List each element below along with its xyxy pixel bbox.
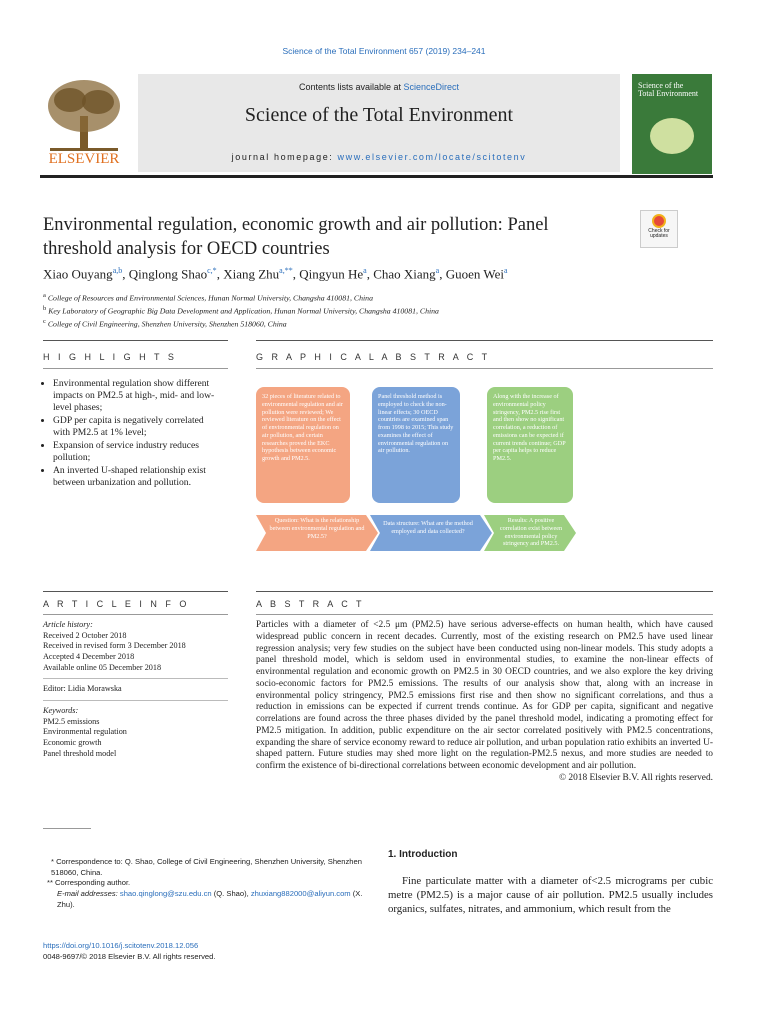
- affiliation-text: College of Resources and Environmental Sciences, Hunan Normal University, Changsha 410081, China: [45, 293, 373, 303]
- highlights-rule-2: [43, 368, 228, 369]
- highlights-list: [43, 378, 217, 490]
- doi-block: [43, 940, 215, 963]
- abstract-heading: A B S T R A C T: [256, 599, 365, 609]
- email-owner-shao: (Q. Shao),: [211, 888, 251, 898]
- issn-line: 0048-9697/© 2018 Elsevier B.V. All rights reserved.: [43, 952, 216, 962]
- author-name[interactable]: Qinglong Shao: [128, 266, 208, 282]
- article-info-heading: A R T I C L E I N F O: [43, 599, 190, 609]
- cover-title: [638, 82, 698, 99]
- results-box: [487, 387, 573, 503]
- title-line-1: Environmental regulation, economic growth and air pollution: Panel: [43, 215, 549, 235]
- highlight-item: • Environmental regulation show different impacts on PM2.5 at high-, mid- and low-level phases;: [53, 378, 217, 414]
- homepage-link[interactable]: www.elsevier.com/locate/scitotenv: [337, 152, 527, 162]
- author-affiliation-marker[interactable]: a: [363, 266, 367, 275]
- check-updates-label: Check for updates: [648, 228, 670, 239]
- cover-title-2: Total Environment: [638, 89, 699, 99]
- history-label: Article history:: [43, 620, 93, 629]
- footnotes: [43, 857, 366, 910]
- keyword: Economic growth: [43, 737, 102, 747]
- header-rule: [40, 175, 713, 178]
- method-box-text: Panel threshold method is employed to check the non-linear effects; 30 OECD countries are examined span from 1998 to 2015; This study examines the effect of environmental regulation on air pollution.: [378, 393, 454, 455]
- received-date: Received 2 October 2018: [43, 630, 127, 640]
- affiliation-text: Key Laboratory of Geographic Big Data Development and Application, Hunan Normal University, Changsha 410081, China: [46, 306, 439, 316]
- abstract-body: [256, 620, 713, 785]
- article-info: [43, 620, 228, 759]
- affiliation: [43, 304, 439, 317]
- results-box-text: Along with the increase of environmental policy stringency, PM2.5 rise first and then show no significant correlation, a reduction of emissions can be expected if current trends continue; GDP per capita helps to reduce PM2.5.: [493, 393, 566, 462]
- abstract-rule-2: [256, 614, 713, 615]
- highlight-item: • Expansion of service industry reduces pollution;: [53, 440, 217, 464]
- highlight-item: • An inverted U-shaped relationship exist between urbanization and pollution.: [53, 465, 217, 489]
- journal-reference[interactable]: Science of the Total Environment 657 (2019) 234–241: [282, 46, 486, 56]
- footnote-rule: [43, 828, 91, 829]
- sciencedirect-link[interactable]: ScienceDirect: [403, 82, 460, 92]
- cover-graphic: [650, 118, 694, 154]
- email-link-zhu[interactable]: zhuxiang882000@aliyun.com: [250, 888, 351, 898]
- article-title: [43, 213, 549, 261]
- highlights-rule: [43, 340, 228, 341]
- affiliation-marker: c: [43, 317, 46, 325]
- email-link-shao[interactable]: shao.qinglong@szu.edu.cn: [119, 888, 212, 898]
- email-owner-zhu: (X. Zhu).: [57, 888, 363, 909]
- author-name[interactable]: Guoen Wei: [445, 266, 505, 282]
- affiliation-list: [43, 291, 439, 330]
- intro-heading: 1. Introduction: [388, 849, 458, 860]
- affiliation: [43, 317, 439, 330]
- cover-title-1: Science of the: [638, 81, 684, 90]
- method-box: [372, 387, 460, 503]
- highlight-item: • GDP per capita is negatively correlated with PM2.5 at 1% level;: [53, 415, 217, 439]
- literature-box: [256, 387, 350, 503]
- journal-cover: [632, 74, 712, 174]
- graphical-abstract-rule-2: [256, 368, 713, 369]
- keywords-label: Keywords:: [43, 705, 79, 715]
- author-name[interactable]: Chao Xiang: [373, 266, 436, 282]
- check-updates-button[interactable]: [640, 210, 678, 248]
- email-line: [43, 889, 366, 910]
- article-info-rule-2: [43, 614, 228, 615]
- author-list: Xiao Ouyang$^{a,b}$, Qinglong Shao$^{c,*}$, Xiang Zhu$^{a,**}$, Qingyun He$^a$, Chao Xiang$^a$, Guoen Wei$^a$: [43, 266, 508, 282]
- highlights-heading: H I G H L I G H T S: [43, 352, 177, 362]
- affiliation-marker: a: [43, 292, 46, 299]
- abstract-text: Particles with a diameter of <2.5 μm (PM2.5) have serious adverse-effects on human health, which have caused widespread public concern in recent decades. Currently, most of the existing research on PM2.5 have used linear regression analysis; very few studies on the subject have been conducted using non-linear models. This study adopts a panel threshold model, which is seldom used in environmental studies, to examine the non-linear effects of environmental regulation and economic growth on PM2.5 in 30 OECD countries, and we also explore the key driving socio-economic factors for PM2.5 emissions. The results of our analysis show that, along with an increase in environmental policy stringency, PM2.5 emissions first rise and then show no significant correlations, and thus a reduction in emissions can be expected if current trends continue. As for GDP per capita, significant and negative correlations are found across the three phases divided by the panel threshold model, indicating a promoting effect for PM2.5 mitigation. In addition, public expenditure on the air sector correlated positively with PM2.5 concentrations, expanding the share of service economy reward to reduce air pollution, and urban population ratio exhibits an inverted U-shaped pattern. Future studies may shed more light on the regulation-PM2.5 nexus, and more studies are needed to confirm the existence of bi-directional correlations between economic development and air pollution.: [256, 620, 713, 771]
- author-affiliation-marker[interactable]: c,*: [207, 266, 217, 275]
- affiliation: [43, 291, 439, 304]
- homepage-prefix: journal homepage:: [231, 152, 338, 162]
- data-arrow-text: Data structure: What are the method employed and data collected?: [383, 520, 473, 535]
- affiliation-marker: b: [43, 304, 47, 312]
- author-affiliation-marker[interactable]: a: [504, 266, 508, 275]
- online-date: Available online 05 December 2018: [43, 662, 162, 672]
- question-arrow-text: Question: What is the relationship between environmental regulation and PM2.5?: [269, 517, 365, 540]
- journal-title: Science of the Total Environment: [244, 104, 514, 126]
- contents-line: [138, 82, 620, 92]
- author-affiliation-marker[interactable]: a,**: [279, 266, 293, 275]
- affiliation-text: College of Civil Engineering, Shenzhen University, Shenzhen 518060, China: [45, 319, 287, 329]
- info-divider-2: [43, 700, 228, 701]
- info-divider: [43, 678, 228, 679]
- results-arrow-text: Results: A positive correlation exist between environmental policy stringency and PM2.5.: [499, 517, 563, 548]
- keyword-list: [43, 717, 228, 760]
- graphical-abstract-heading: G R A P H I C A L A B S T R A C T: [256, 352, 491, 362]
- abstract-copyright: © 2018 Elsevier B.V. All rights reserved.: [558, 772, 713, 783]
- revised-date: Received in revised form 3 December 2018: [43, 641, 186, 651]
- corresponding-author-note: ** Corresponding author.: [47, 878, 131, 888]
- correspondence-note: * Correspondence to: Q. Shao, College of Civil Engineering, Shenzhen University, Shenzhen 518060, China.: [51, 857, 362, 877]
- author-name[interactable]: Xiang Zhu: [223, 266, 280, 282]
- crossmark-icon: [652, 214, 666, 228]
- editor: Editor: Lidia Morawska: [43, 684, 122, 694]
- keyword: Environmental regulation: [43, 727, 127, 737]
- email-label: E-mail addresses:: [57, 888, 120, 898]
- article-info-rule: [43, 591, 228, 592]
- author-name[interactable]: Xiao Ouyang: [43, 266, 113, 282]
- homepage-line: [138, 152, 620, 162]
- contents-prefix: Contents lists available at: [298, 82, 404, 92]
- graphical-abstract: [256, 387, 576, 557]
- header-banner: [138, 74, 620, 172]
- literature-box-text: 32 pieces of literature related to environmental regulation and air pollution were reviewed; We reviewed literature on the effect of environmental regulation on air pollution, and certain researches proved the EKC hypothesis between economic growth and PM2.5.: [262, 393, 343, 462]
- accepted-date: Accepted 4 December 2018: [43, 651, 135, 661]
- keyword: PM2.5 emissions: [43, 716, 100, 726]
- keyword: Panel threshold model: [43, 748, 117, 758]
- abstract-rule: [256, 591, 713, 592]
- doi-link[interactable]: https://doi.org/10.1016/j.scitotenv.2018.12.056: [43, 941, 199, 950]
- author-affiliation-marker[interactable]: a: [435, 266, 440, 275]
- title-line-2: threshold analysis for OECD countries: [43, 239, 330, 259]
- author-affiliation-marker[interactable]: a,b: [112, 266, 123, 275]
- intro-text: Fine particulate matter with a diameter of<2.5 micrograms per cubic metre (PM2.5) is a major cause of air pollution. PM2.5 usually includes organics, sulfates, nitrates, and ammonium, which result from the: [388, 875, 713, 915]
- publisher-name: ELSEVIER: [48, 151, 120, 167]
- graphical-abstract-rule: [256, 340, 713, 341]
- author-name[interactable]: Qingyun He: [299, 266, 364, 282]
